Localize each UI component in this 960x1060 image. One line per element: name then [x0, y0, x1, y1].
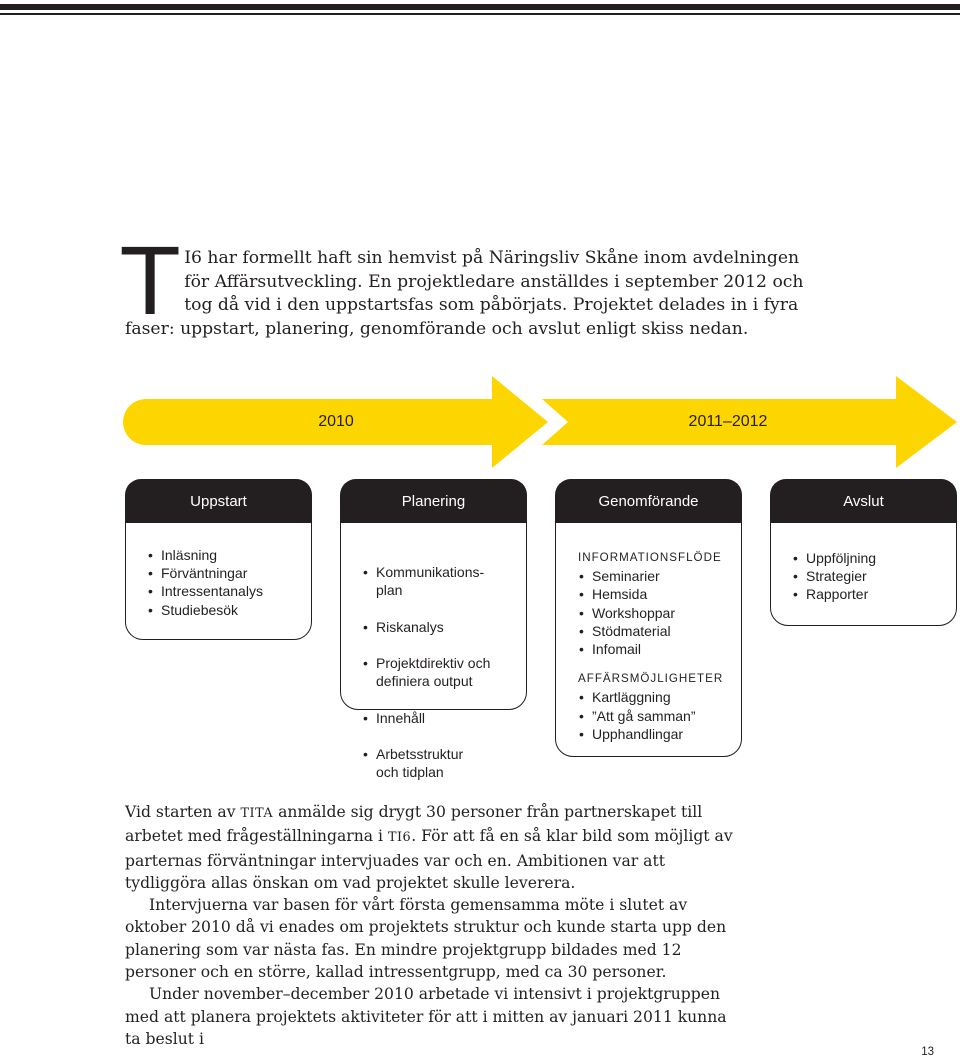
list-item: • Uppföljning	[792, 549, 950, 567]
phase-box-genomforande	[555, 522, 742, 757]
list-item: • Workshoppar	[578, 604, 735, 622]
list-item: • Studiebesök	[147, 601, 301, 619]
text-run-ti6: TI6	[387, 830, 412, 846]
phase-box-planering	[340, 522, 527, 781]
text-run: anmälde sig drygt 30 personer från partnerskapet till arbetet med frågeställningarna i	[125, 803, 703, 846]
list-item: • Upphandlingar	[578, 725, 735, 743]
list-item: • Hemsida	[578, 585, 735, 603]
phase-header-planering: Planering	[340, 479, 527, 525]
list-item: • Förväntningar	[147, 564, 301, 582]
list-item: • ”Att gå samman”	[578, 707, 735, 725]
list-item: • Kommunikations- plan	[362, 563, 520, 599]
phase-header-uppstart: Uppstart	[125, 479, 312, 525]
intro-paragraph	[122, 229, 825, 341]
phase-list-avslut	[792, 549, 950, 604]
list-item: • Innehåll	[362, 709, 520, 727]
group-heading-informationsflode: INFORMATIONSFLÖDE	[578, 551, 722, 564]
phase-header-genomforande: Genomförande	[555, 479, 742, 525]
list-item: • Infomail	[578, 640, 735, 658]
body-text	[125, 801, 745, 1050]
drop-cap: T	[122, 229, 179, 336]
header-rule-thick	[0, 4, 960, 10]
phase-list-uppstart	[147, 546, 301, 619]
list-item: • Riskanalys	[362, 618, 520, 636]
phase-header-avslut: Avslut	[770, 479, 957, 525]
phase-list-planering	[362, 545, 520, 800]
text-run-tita: TITA	[240, 806, 274, 821]
phase-list-affarsmojligheter	[578, 688, 735, 743]
header-rule-thin	[0, 13, 960, 15]
list-item: • Inläsning	[147, 546, 301, 564]
list-item: • Stödmaterial	[578, 622, 735, 640]
list-item: • Intressentanalys	[147, 582, 301, 600]
page-number: 13	[921, 1046, 934, 1058]
list-item: • Seminarier	[578, 567, 735, 585]
list-item: • Projektdirektiv och definiera output	[362, 654, 520, 690]
text-run: . För att få en så klar bild som möjligt av parternas förväntningar intervjuades var och en. Ambitionen var att tydliggöra allas önskan om vad projektet skulle leverera.	[125, 827, 733, 892]
intro-text: I6 har formellt haft sin hemvist på Näringsliv Skåne inom avdelningen för Affärsutveckling. En projektledare anställdes i september 2012 och tog då vid i den uppstartsfas som påbörjats. Projektet delades in i fyra faser: uppstart, planering, genomförande och avslut enligt skiss nedan.	[125, 248, 804, 339]
body-paragraph-1	[125, 801, 745, 894]
body-paragraph-3: Under november–december 2010 arbetade vi intensivt i projektgruppen med att planera projektets aktiviteter för att i mitten av januari 2011 kunna ta beslut i	[125, 985, 727, 1048]
timeline-year-2010: 2010	[318, 413, 354, 430]
phase-list-informationsflode	[578, 567, 735, 658]
timeline-arrows	[0, 370, 960, 480]
body-paragraph-2: Intervjuerna var basen för vårt första gemensamma möte i slutet av oktober 2010 då vi enades om projektets struktur och kunde starta upp den planering som var nästa fas. En mindre projektgrupp bildades med 12 personer och en större, kallad intressentgrupp, med ca 30 personer.	[125, 896, 727, 982]
list-item: • Kartläggning	[578, 688, 735, 706]
phase-box-avslut	[770, 522, 957, 626]
list-item: • Strategier	[792, 567, 950, 585]
list-item: • Rapporter	[792, 585, 950, 603]
list-item: • Arbetsstruktur och tidplan	[362, 745, 520, 781]
phase-box-uppstart	[125, 522, 312, 640]
group-heading-affarsmojligheter: AFFÄRSMÖJLIGHETER	[578, 672, 724, 686]
timeline-year-2011-2012: 2011–2012	[688, 413, 768, 430]
text-run: Vid starten av	[125, 803, 241, 821]
